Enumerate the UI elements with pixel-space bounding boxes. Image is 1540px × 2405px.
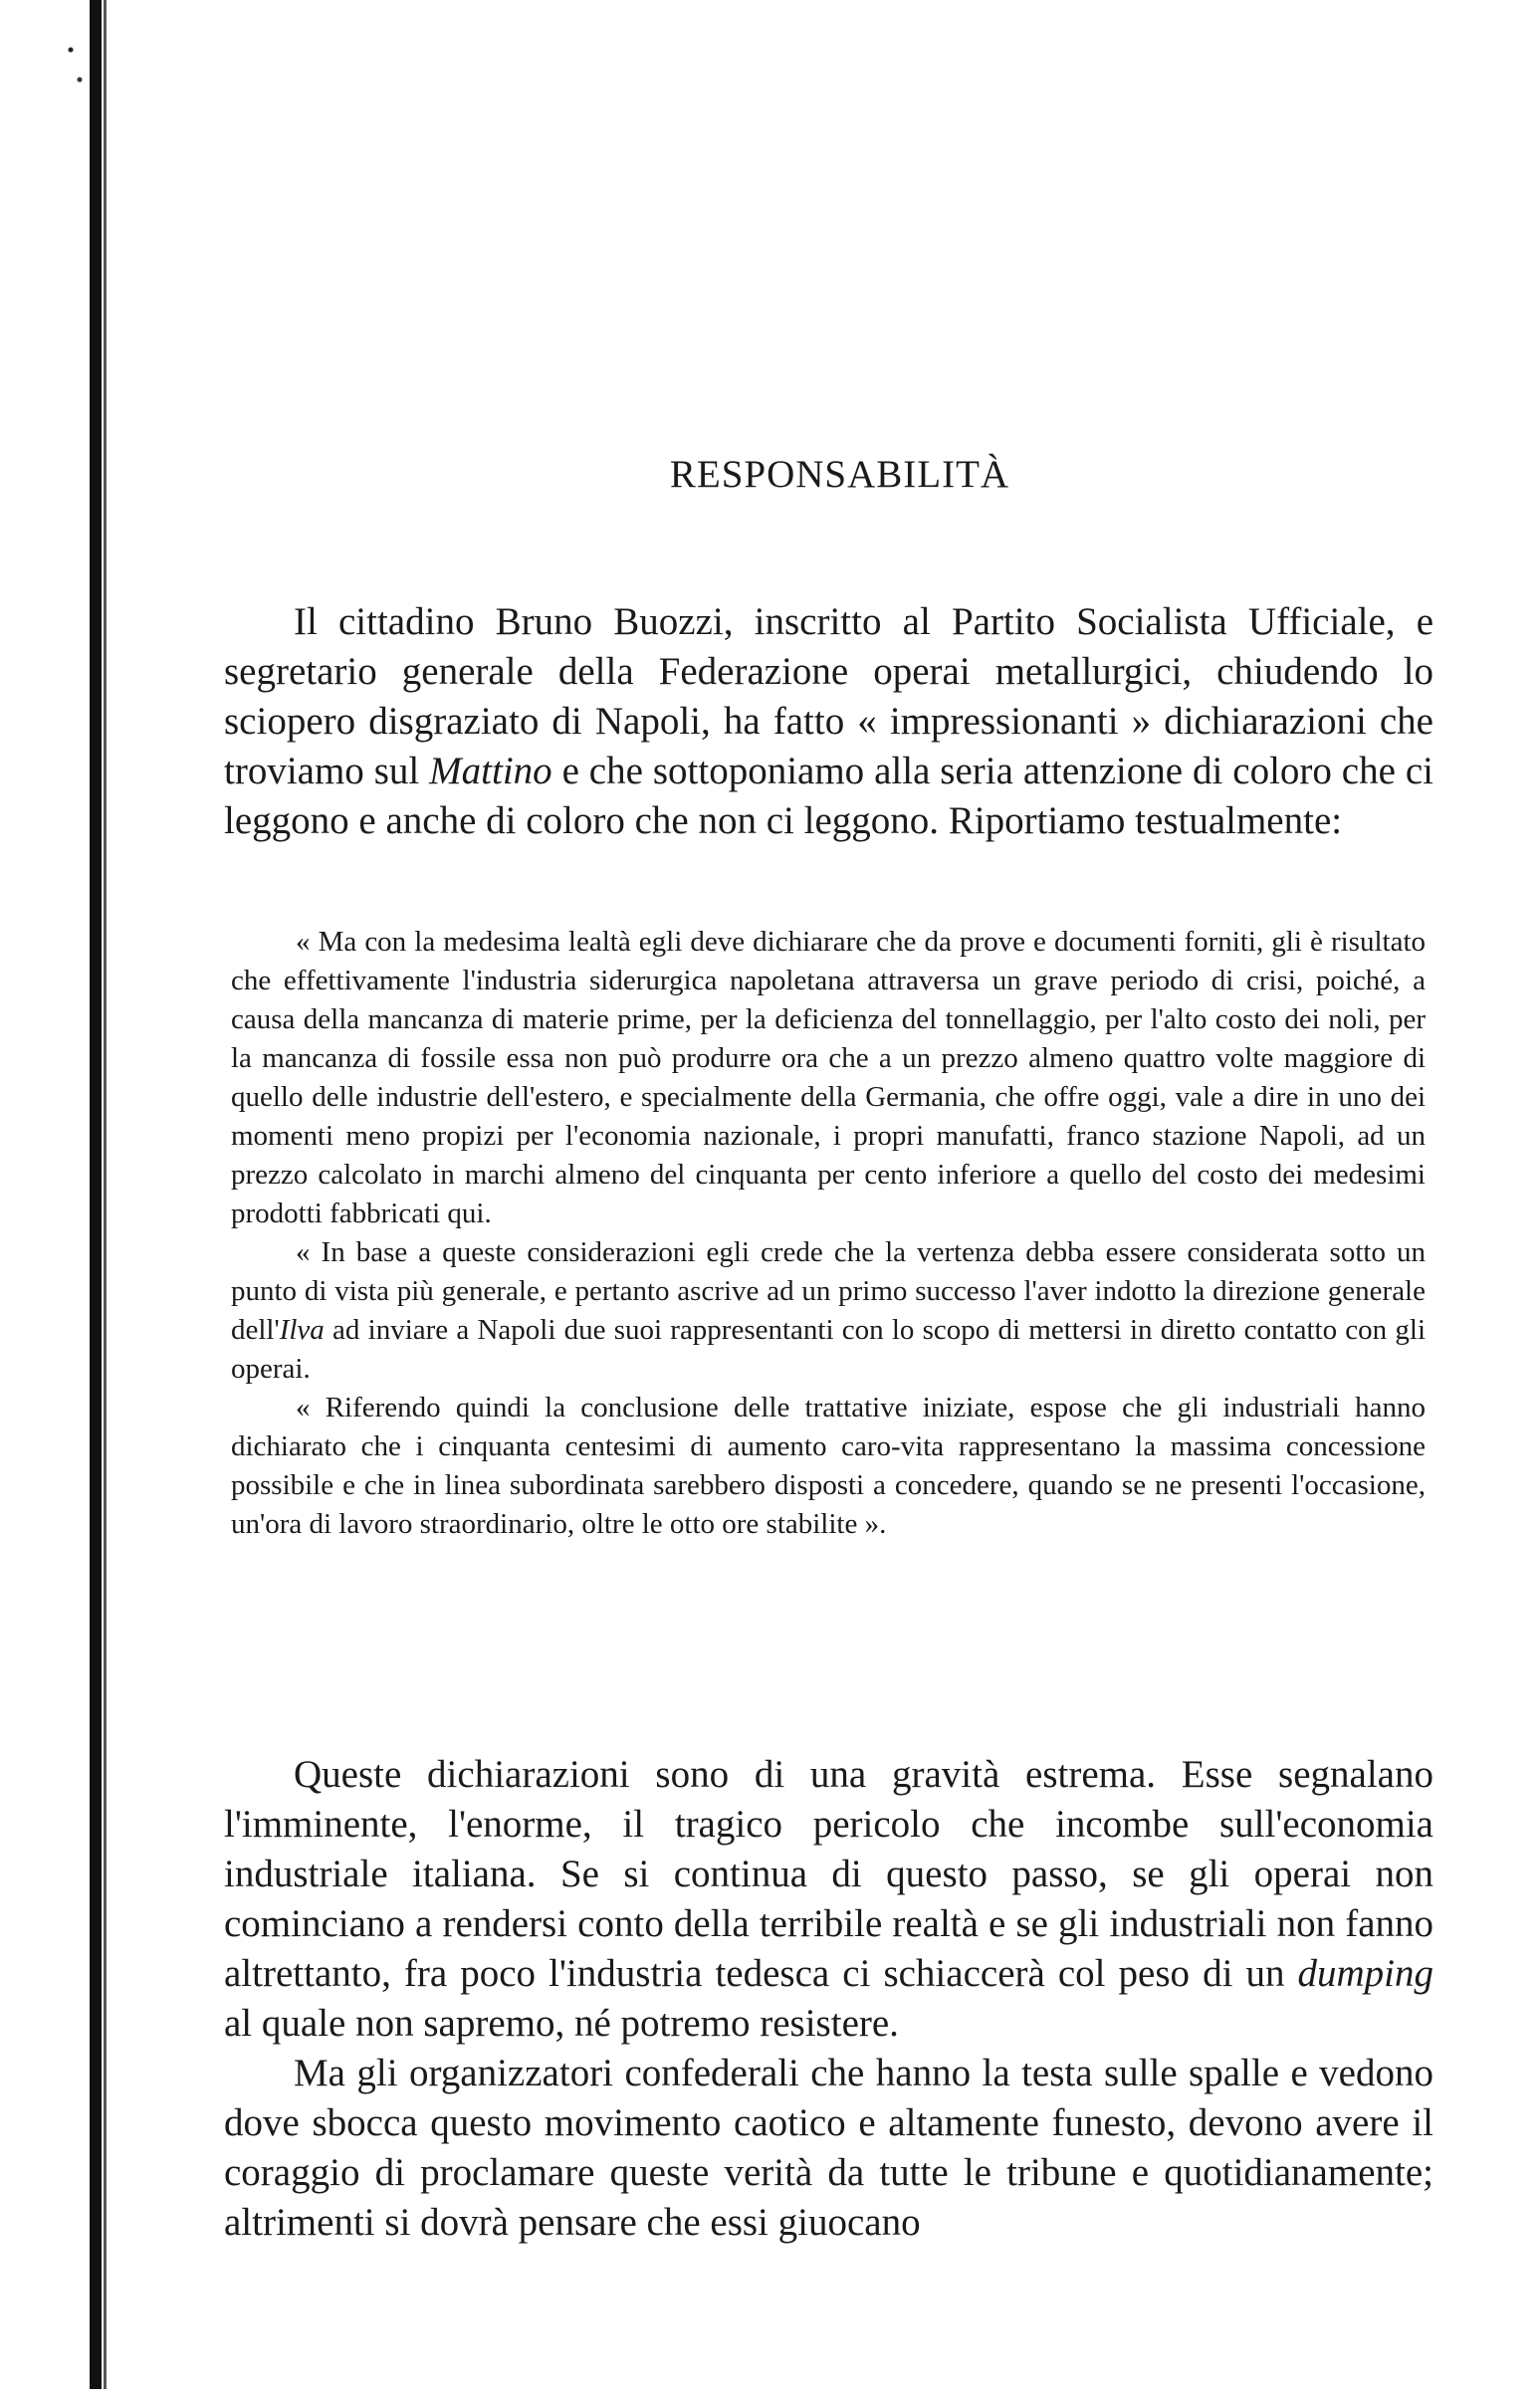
dumping-term: dumping: [1297, 1952, 1433, 1995]
quote-paragraph-1: « Ma con la medesima lealtà egli deve dichiarare che da prove e documenti forniti, gli è risultato che effettivamente l'industria siderurgica napoletana attraversa un grave periodo di crisi, poiché, a causa della mancanza di materie prime, per la deficienza del tonnellaggio, per l'alto costo dei noli, per la mancanza di fossile essa non può produrre ora che a un prezzo almeno quattro volte maggiore di quello delle industrie dell'estero, e specialmente della Germania, che offre oggi, vale a dire in uno dei momenti meno propizi per l'economia nazionale, i propri manufatti, franco stazione Napoli, ad un prezzo calcolato in marchi almeno del cinquanta per cento inferiore a quello del costo dei medesimi prodotti fabbricati qui.: [231, 926, 1426, 1229]
closing-section: [224, 1750, 1433, 2248]
quoted-statement: [231, 923, 1426, 1544]
intro-section: [224, 597, 1433, 846]
intro-text-start: Il cittadino Bruno Buozzi, inscritto al Partito Socialista Ufficiale, e segretario generale della Federazione operai metallurgici, chiudendo lo sciopero disgraziato di Napoli, ha fatto « impressionanti » dichiarazioni che troviamo sul: [224, 600, 1433, 792]
scan-edge-specks: [62, 10, 92, 109]
scan-binding-edge: [90, 0, 102, 2389]
intro-paragraph: [224, 597, 1433, 846]
company-name: Ilva: [279, 1314, 325, 1346]
quote-paragraph-2: [231, 1233, 1426, 1389]
page-title: RESPONSABILITÀ: [669, 453, 1010, 496]
closing-p1-start: Queste dichiarazioni sono di una gravità estrema. Esse segnalano l'imminente, l'enorme, il tragico pericolo che incombe sull'economia industriale italiana. Se si continua di questo passo, se gli operai non cominciano a rendersi conto della terribile realtà e se gli industriali non fanno altrettanto, fra poco l'industria tedesca ci schiaccerà col peso di un: [224, 1753, 1433, 1995]
closing-paragraph-2: Ma gli organizzatori confederali che hanno la testa sulle spalle e vedono dove sbocca questo movimento caotico e altamente funesto, devono avere il coraggio di proclamare queste verità da tutte le tribune e quotidianamente; altrimenti si dovrà pensare che essi giuocano: [224, 2052, 1433, 2244]
scan-binding-edge-shadow: [104, 0, 107, 2389]
quote-p2-start: « In base a queste considerazioni egli crede che la vertenza debba essere considerata sotto un punto di vista più generale, e pertanto ascrive ad un primo successo l'aver indotto la direzione generale dell': [231, 1236, 1426, 1346]
newspaper-name: Mattino: [429, 750, 552, 792]
closing-p1-end: al quale non sapremo, né potremo resistere.: [224, 2002, 899, 2045]
intro-text-end: e che sottoponiamo alla seria attenzione di coloro che ci leggono e anche di coloro che non ci leggono. Riportiamo testualmente:: [224, 750, 1433, 842]
closing-paragraph-1: [224, 1750, 1433, 2049]
quote-p2-end: ad inviare a Napoli due suoi rappresentanti con lo scopo di mettersi in diretto contatto con gli operai.: [231, 1314, 1426, 1385]
quote-paragraph-3: « Riferendo quindi la conclusione delle trattative iniziate, espose che gli industriali hanno dichiarato che i cinquanta centesimi di aumento caro-vita rappresentano la massima concessione possibile e che in linea subordinata sarebbero disposti a concedere, quando se ne presenti l'occasione, un'ora di lavoro straordinario, oltre le otto ore stabilite ».: [231, 1392, 1426, 1540]
